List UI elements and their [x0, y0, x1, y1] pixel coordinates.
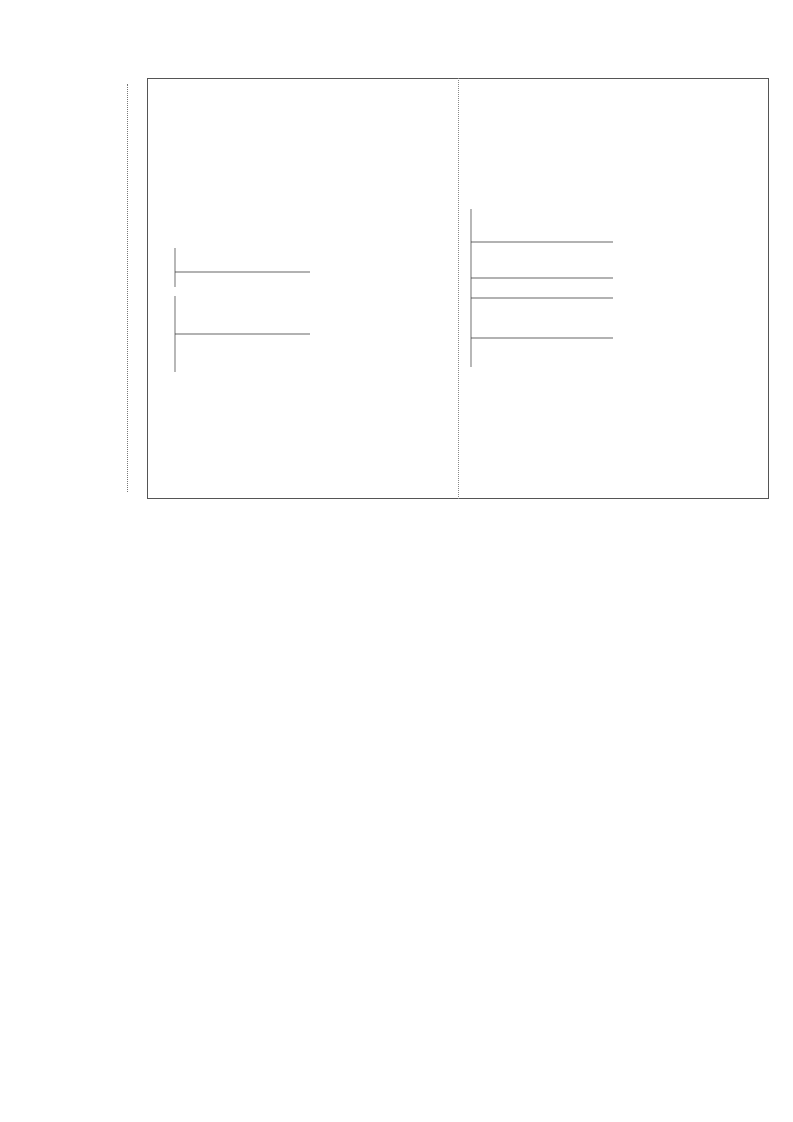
- column-divider: [458, 78, 459, 499]
- three-phase-waveform-figure: [160, 244, 320, 374]
- binding-margin-line: [127, 84, 128, 492]
- page-indicator: [602, 64, 614, 74]
- rectifier-waveform-figure: [463, 205, 623, 370]
